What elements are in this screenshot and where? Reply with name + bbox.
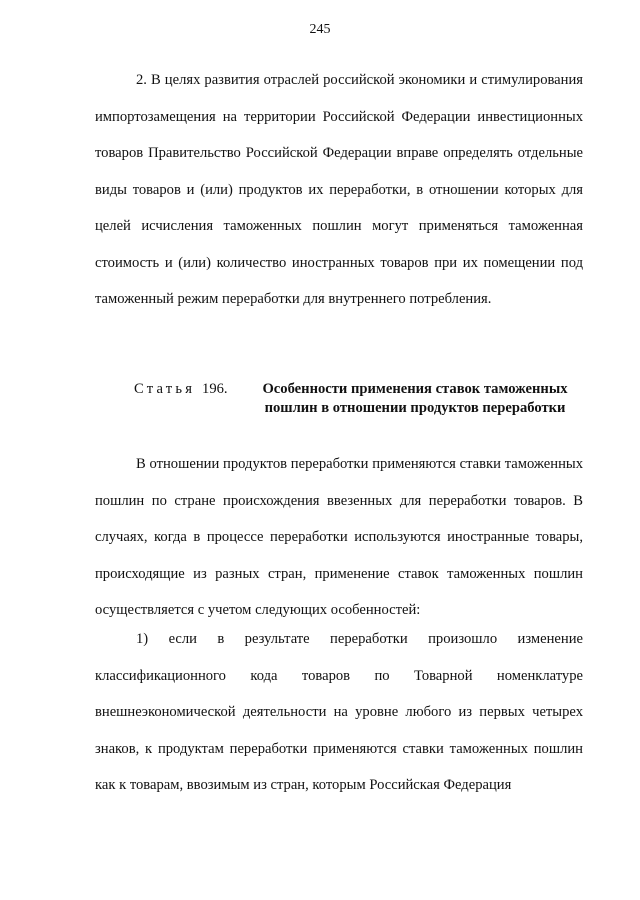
paragraph-import-substitution: 2. В целях развития отраслей российской экономики и стимулирования импортозамещения на территории Российской Федерации инвестиционных товаров Правительство Российской Федерации вправе определять отдельные виды товаров и (или) продуктов их переработки, в отношении которых для целей исчисления таможенных пошлин могут применяться таможенная стоимость и (или) количество иностранных товаров при их помещении под таможенный режим переработки для внутреннего потребления. bbox=[95, 72, 583, 307]
article-label: Статья bbox=[134, 381, 196, 397]
article-number: 196. bbox=[202, 381, 228, 397]
paragraph-item-1: 1) если в результате переработки произошло изменение классификационного кода товаров по Товарной номенклатуре внешнеэкономической деятельности на уровне любого из первых четырех знаков, к продуктам переработки применяются ставки таможенных пошлин как к товарам, ввозимым из стран, которым Российская Федерация bbox=[95, 631, 583, 793]
paragraph-duty-rates: В отношении продуктов переработки применяются ставки таможенных пошлин по стране происхождения ввезенных для переработки товаров. В случаях, когда в процессе переработки используются иностранные товары, происходящие из разных стран, применение ставок таможенных пошлин осуществляется с учетом следующих особенностей: bbox=[95, 456, 583, 618]
page-number: 245 bbox=[309, 22, 331, 37]
article-title: Особенности применения ставок таможенных пошлин в отношении продуктов переработки bbox=[262, 381, 568, 416]
article-label-group bbox=[134, 380, 228, 399]
